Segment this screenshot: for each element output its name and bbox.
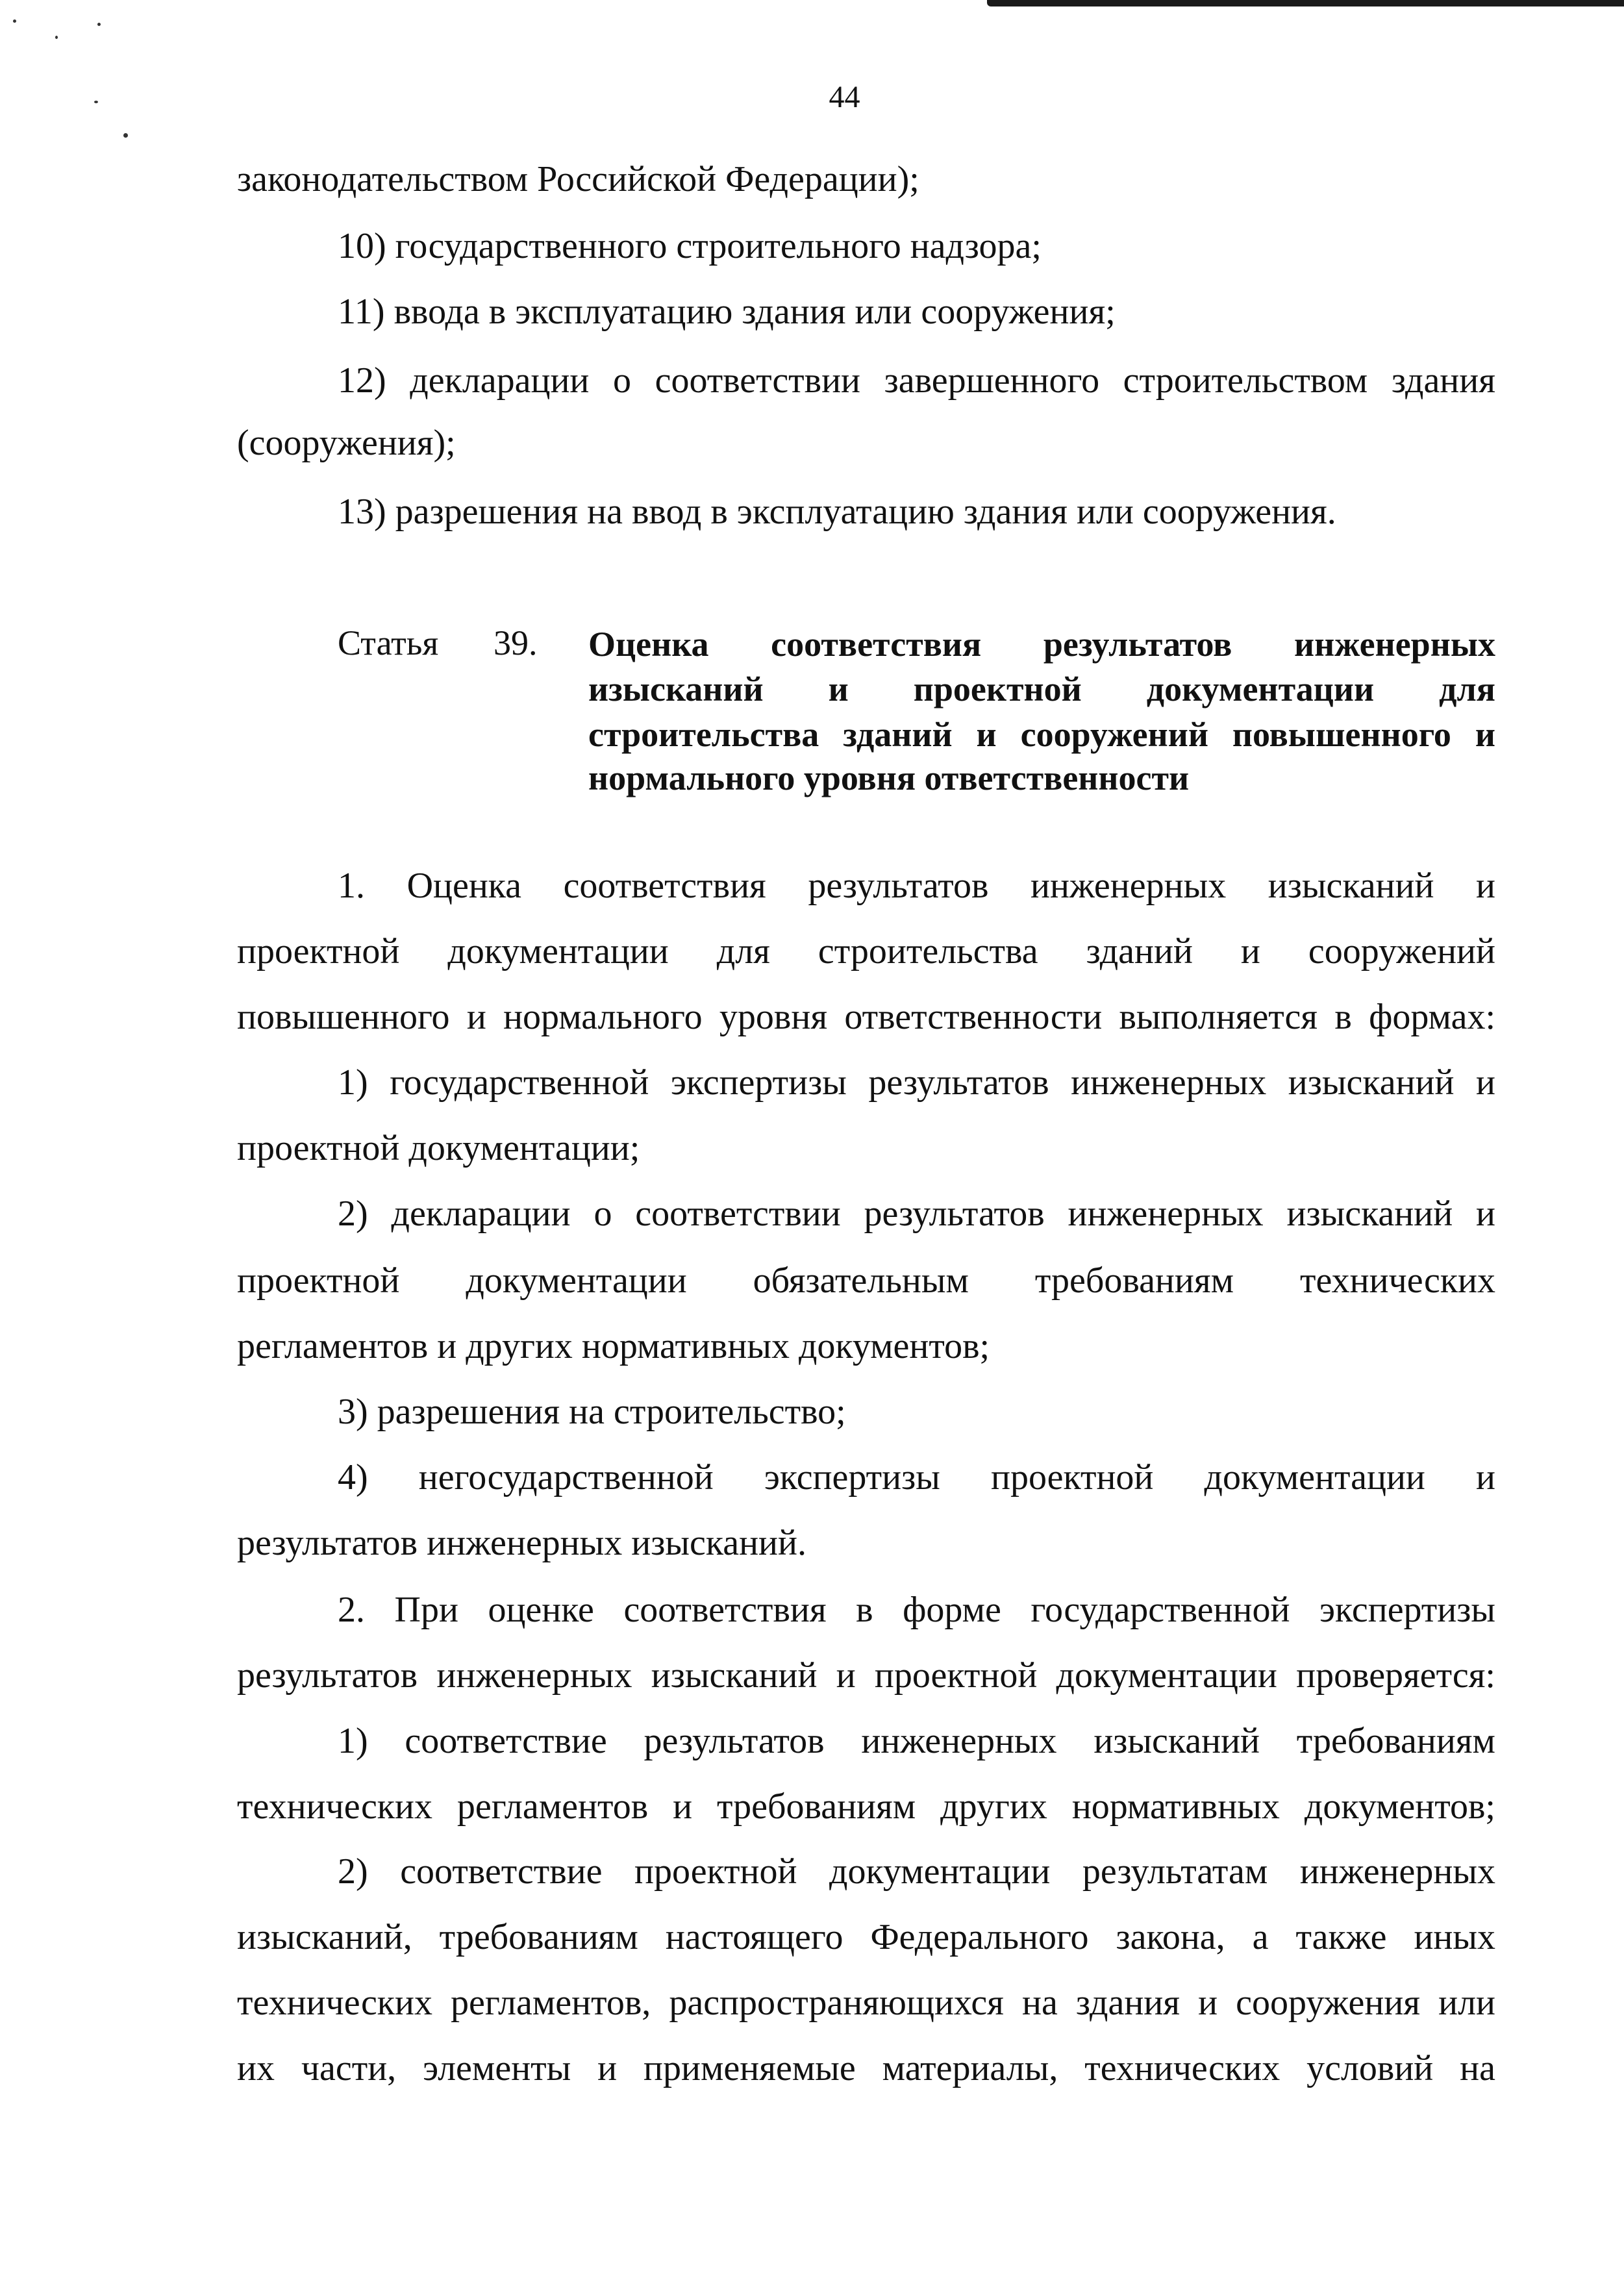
text-line: проектной документации для строительства зданий и сооружений bbox=[237, 931, 1495, 971]
text-line: (сооружения); bbox=[237, 423, 456, 463]
text-line: изысканий, требованиям настоящего Федерального закона, а также иных bbox=[237, 1917, 1495, 1957]
scan-speck bbox=[13, 19, 16, 23]
scan-edge-mark bbox=[987, 0, 1624, 6]
article-title-line: нормального уровня ответственности bbox=[588, 758, 1190, 797]
text-line: 1. Оценка соответствия результатов инженерных изысканий и bbox=[338, 866, 1495, 906]
article-title-line: изысканий и проектной документации для bbox=[588, 670, 1495, 708]
article-title-line: Оценка соответствия результатов инженерных bbox=[588, 625, 1495, 664]
text-line: 2) декларации о соответствии результатов инженерных изысканий и bbox=[338, 1194, 1495, 1234]
text-line: 12) декларации о соответствии завершенного строительством здания bbox=[338, 360, 1495, 401]
article-number: 39. bbox=[493, 623, 538, 662]
text-line: 13) разрешения на ввод в эксплуатацию здания или сооружения. bbox=[338, 492, 1336, 532]
text-line: 4) негосударственной экспертизы проектной документации и bbox=[338, 1457, 1495, 1497]
article-label: Статья bbox=[338, 623, 439, 662]
scan-speck bbox=[55, 36, 58, 39]
text-line: 1) соответствие результатов инженерных изысканий требованиям bbox=[338, 1721, 1495, 1761]
text-line: регламентов и других нормативных документов; bbox=[237, 1326, 990, 1366]
scan-speck bbox=[123, 133, 128, 138]
text-line: 11) ввода в эксплуатацию здания или сооружения; bbox=[338, 292, 1116, 332]
text-line: технических регламентов и требованиям других нормативных документов; bbox=[237, 1786, 1495, 1827]
text-line: 2. При оценке соответствия в форме государственной экспертизы bbox=[338, 1590, 1495, 1630]
text-line: их части, элементы и применяемые материалы, технических условий на bbox=[237, 2048, 1495, 2088]
text-line: технических регламентов, распространяющихся на здания и сооружения или bbox=[237, 1983, 1495, 2023]
text-line: проектной документации обязательным требованиям технических bbox=[237, 1260, 1495, 1301]
text-line: результатов инженерных изысканий и проектной документации проверяется: bbox=[237, 1655, 1495, 1696]
text-line: повышенного и нормального уровня ответственности выполняется в формах: bbox=[237, 997, 1495, 1037]
text-line: 3) разрешения на строительство; bbox=[338, 1392, 846, 1432]
text-line: проектной документации; bbox=[237, 1128, 640, 1168]
text-line: законодательством Российской Федерации); bbox=[237, 159, 919, 199]
page-number: 44 bbox=[829, 80, 860, 114]
text-line: 10) государственного строительного надзора; bbox=[338, 226, 1042, 266]
article-title-line: строительства зданий и сооружений повышенного и bbox=[588, 715, 1495, 754]
text-line: результатов инженерных изысканий. bbox=[237, 1523, 806, 1563]
scan-speck bbox=[97, 23, 101, 26]
text-line: 1) государственной экспертизы результатов инженерных изысканий и bbox=[338, 1062, 1495, 1103]
text-line: 2) соответствие проектной документации результатам инженерных bbox=[338, 1851, 1495, 1892]
